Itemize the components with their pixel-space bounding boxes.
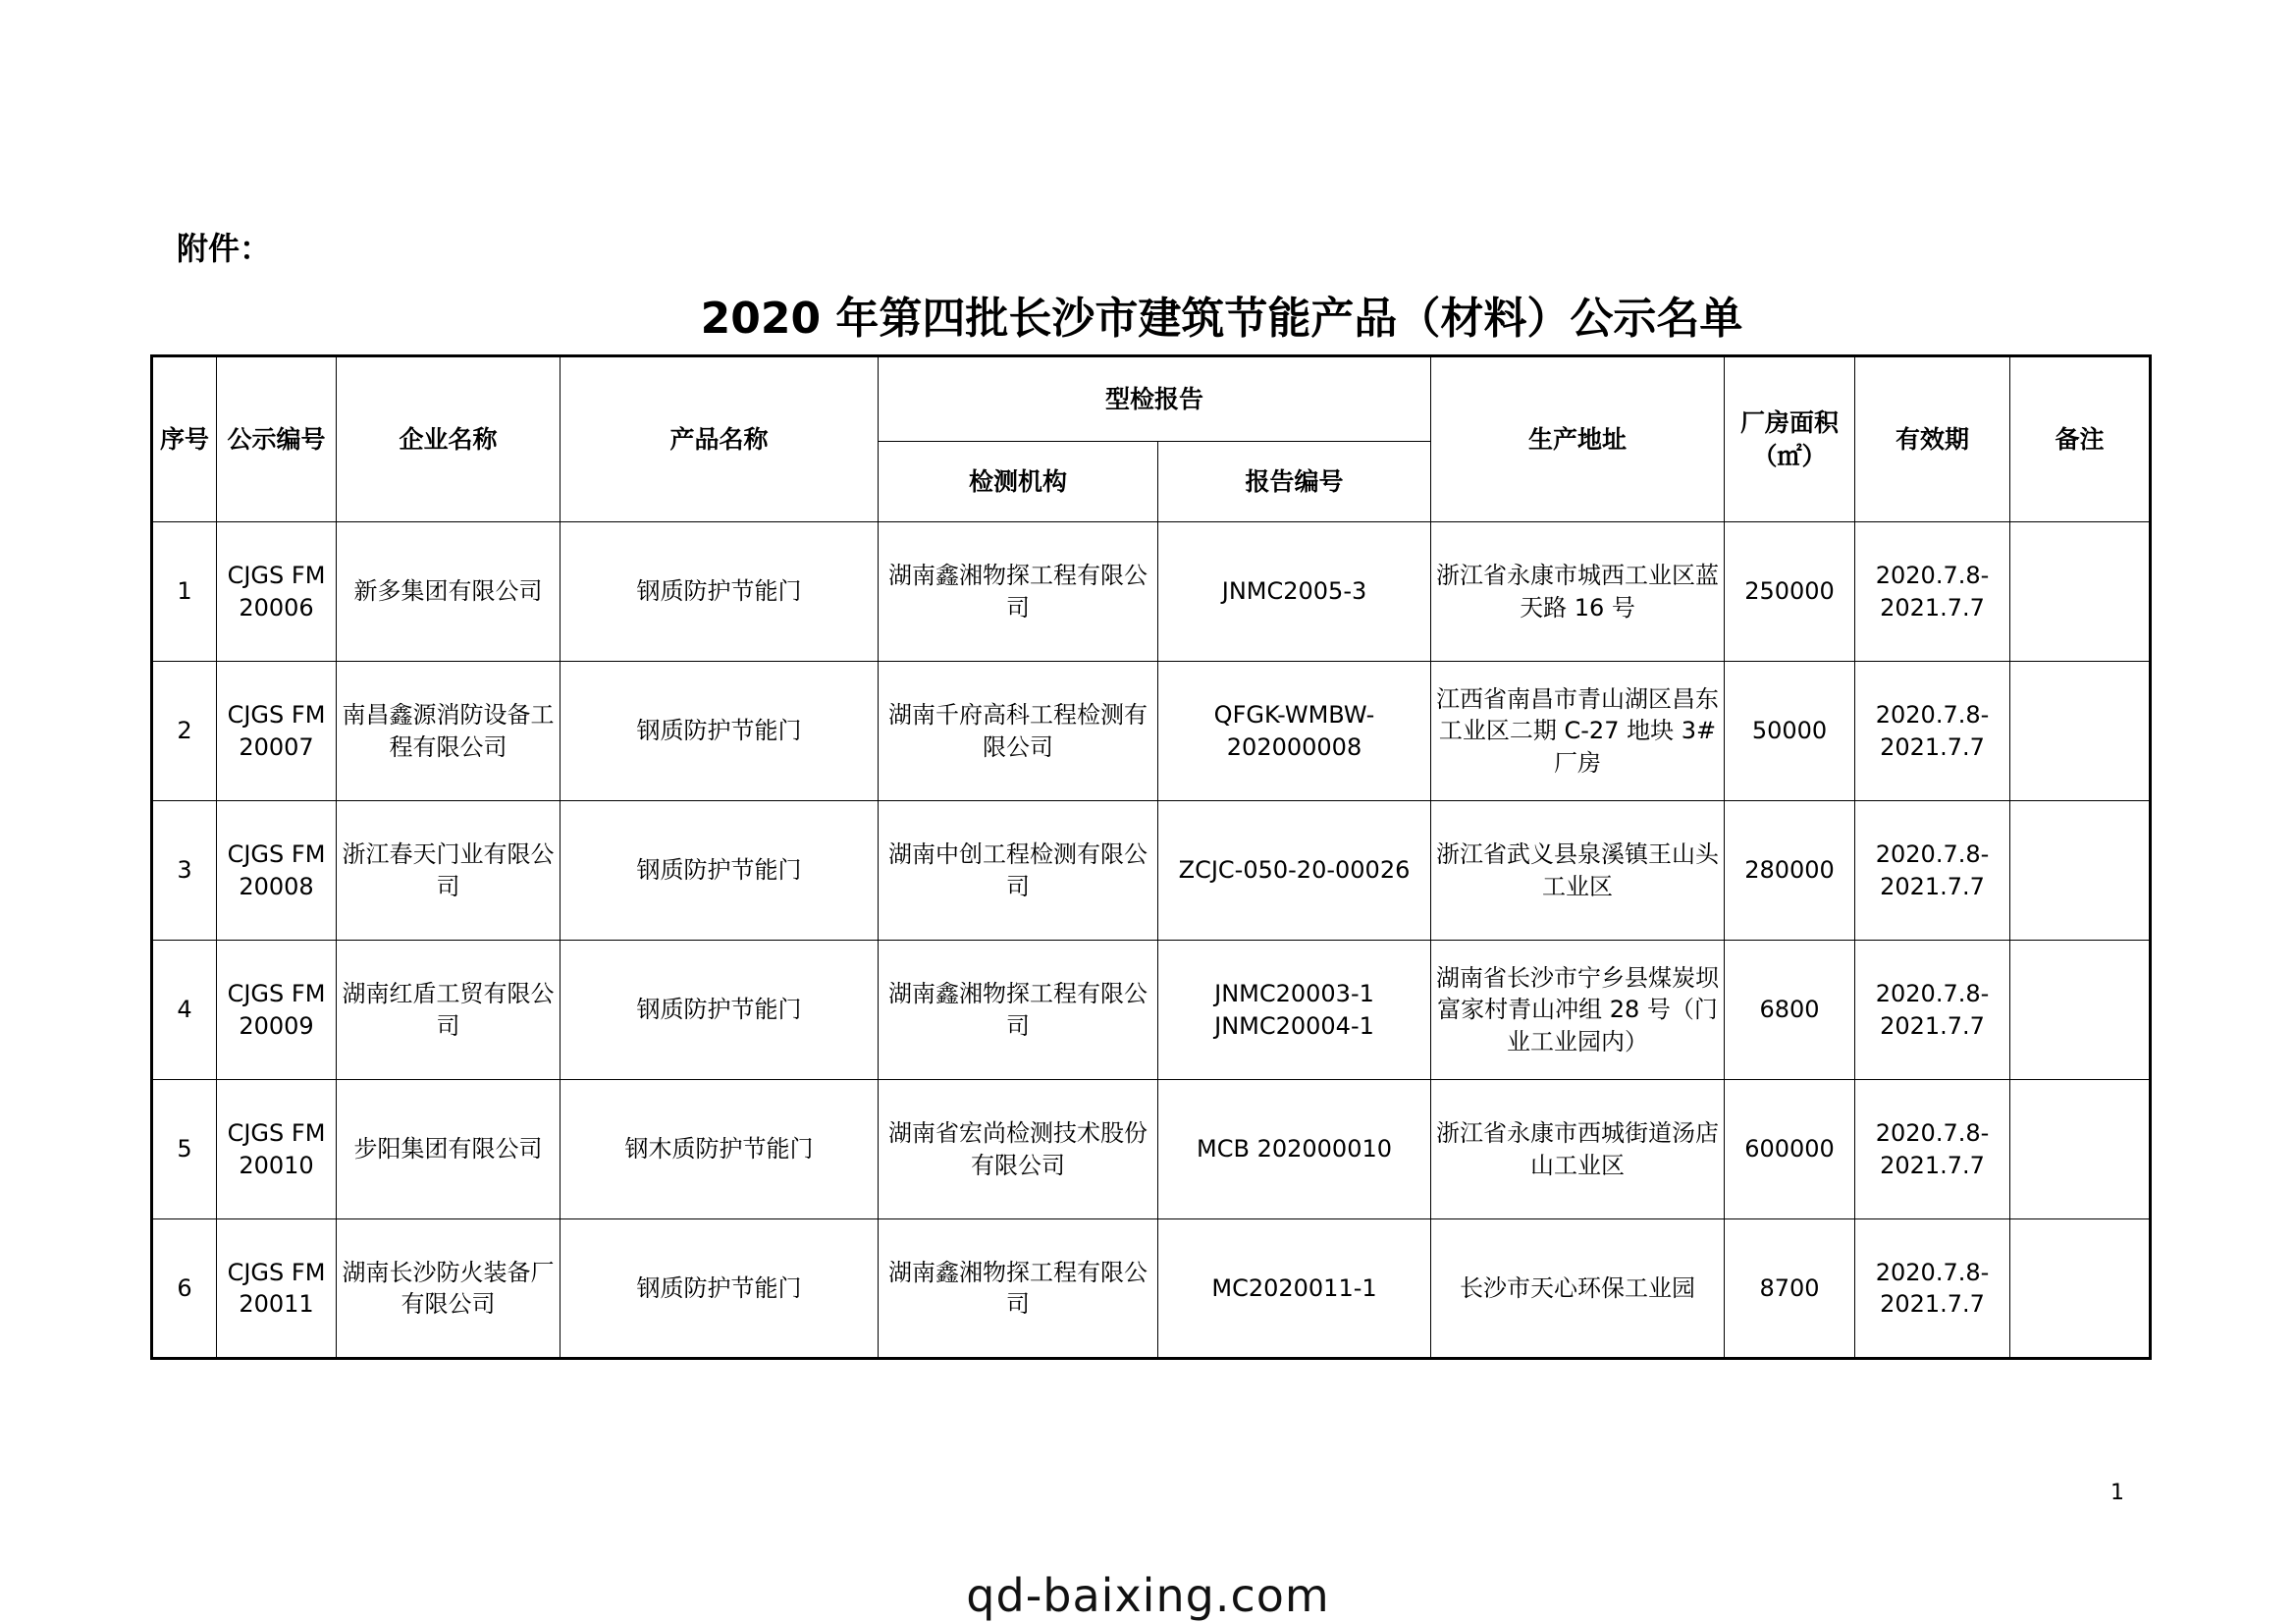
cell-area: 250000 [1725, 522, 1855, 662]
cell-product: 钢质防护节能门 [561, 941, 879, 1080]
cell-seq: 6 [152, 1219, 217, 1359]
header-area: 厂房面积（㎡） [1725, 356, 1855, 522]
cell-notice-no: CJGS FM 20007 [217, 662, 337, 801]
cell-area: 6800 [1725, 941, 1855, 1080]
cell-remarks [2010, 801, 2151, 941]
table-row [152, 1080, 2151, 1219]
cell-test-org: 湖南中创工程检测有限公司 [879, 801, 1158, 941]
header-report-no: 报告编号 [1158, 442, 1431, 522]
cell-notice-no: CJGS FM 20009 [217, 941, 337, 1080]
table-row [152, 522, 2151, 662]
cell-area: 50000 [1725, 662, 1855, 801]
cell-notice-no: CJGS FM 20006 [217, 522, 337, 662]
cell-address: 浙江省永康市西城街道汤店山工业区 [1431, 1080, 1725, 1219]
header-validity: 有效期 [1855, 356, 2010, 522]
cell-product: 钢质防护节能门 [561, 1219, 879, 1359]
cell-report-no: ZCJC-050-20-00026 [1158, 801, 1431, 941]
cell-product: 钢质防护节能门 [561, 522, 879, 662]
cell-validity: 2020.7.8-2021.7.7 [1855, 1219, 2010, 1359]
cell-test-org: 湖南鑫湘物探工程有限公司 [879, 1219, 1158, 1359]
cell-remarks [2010, 941, 2151, 1080]
cell-remarks [2010, 1080, 2151, 1219]
cell-report-no: JNMC2005-3 [1158, 522, 1431, 662]
cell-remarks [2010, 522, 2151, 662]
cell-remarks [2010, 1219, 2151, 1359]
cell-report-no: MC2020011-1 [1158, 1219, 1431, 1359]
cell-test-org: 湖南鑫湘物探工程有限公司 [879, 941, 1158, 1080]
table-row [152, 662, 2151, 801]
cell-test-org: 湖南省宏尚检测技术股份有限公司 [879, 1080, 1158, 1219]
header-product: 产品名称 [561, 356, 879, 522]
cell-area: 8700 [1725, 1219, 1855, 1359]
header-company: 企业名称 [337, 356, 561, 522]
cell-address: 湖南省长沙市宁乡县煤炭坝富家村青山冲组 28 号（门业工业园内） [1431, 941, 1725, 1080]
cell-report-no: QFGK-WMBW-202000008 [1158, 662, 1431, 801]
header-seq: 序号 [152, 356, 217, 522]
cell-test-org: 湖南千府高科工程检测有限公司 [879, 662, 1158, 801]
header-type-report: 型检报告 [879, 356, 1431, 442]
cell-remarks [2010, 662, 2151, 801]
page-title: 2020 年第四批长沙市建筑节能产品（材料）公示名单 [700, 294, 1743, 344]
table-row [152, 801, 2151, 941]
cell-notice-no: CJGS FM 20011 [217, 1219, 337, 1359]
table-header-row [152, 356, 2151, 442]
cell-seq: 1 [152, 522, 217, 662]
cell-validity: 2020.7.8-2021.7.7 [1855, 801, 2010, 941]
cell-company: 南昌鑫源消防设备工程有限公司 [337, 662, 561, 801]
cell-report-no: JNMC20003-1 JNMC20004-1 [1158, 941, 1431, 1080]
cell-address: 江西省南昌市青山湖区昌东工业区二期 C-27 地块 3#厂房 [1431, 662, 1725, 801]
cell-validity: 2020.7.8-2021.7.7 [1855, 1080, 2010, 1219]
cell-address: 长沙市天心环保工业园 [1431, 1219, 1725, 1359]
cell-test-org: 湖南鑫湘物探工程有限公司 [879, 522, 1158, 662]
cell-seq: 2 [152, 662, 217, 801]
product-list-table [150, 354, 2152, 1360]
cell-company: 湖南红盾工贸有限公司 [337, 941, 561, 1080]
cell-company: 浙江春天门业有限公司 [337, 801, 561, 941]
cell-report-no: MCB 202000010 [1158, 1080, 1431, 1219]
cell-seq: 4 [152, 941, 217, 1080]
cell-company: 新多集团有限公司 [337, 522, 561, 662]
cell-address: 浙江省武义县泉溪镇王山头工业区 [1431, 801, 1725, 941]
header-address: 生产地址 [1431, 356, 1725, 522]
cell-product: 钢质防护节能门 [561, 662, 879, 801]
cell-validity: 2020.7.8-2021.7.7 [1855, 662, 2010, 801]
header-test-org: 检测机构 [879, 442, 1158, 522]
table-row [152, 941, 2151, 1080]
watermark-text: qd-baixing.com [966, 1569, 1330, 1622]
cell-notice-no: CJGS FM 20008 [217, 801, 337, 941]
cell-validity: 2020.7.8-2021.7.7 [1855, 941, 2010, 1080]
cell-notice-no: CJGS FM 20010 [217, 1080, 337, 1219]
header-notice-no: 公示编号 [217, 356, 337, 522]
page-number: 1 [2110, 1481, 2124, 1505]
cell-company: 步阳集团有限公司 [337, 1080, 561, 1219]
cell-product: 钢质防护节能门 [561, 801, 879, 941]
cell-area: 280000 [1725, 801, 1855, 941]
cell-address: 浙江省永康市城西工业区蓝天路 16 号 [1431, 522, 1725, 662]
attachment-label: 附件： [177, 230, 272, 267]
cell-company: 湖南长沙防火装备厂有限公司 [337, 1219, 561, 1359]
cell-product: 钢木质防护节能门 [561, 1080, 879, 1219]
table-row [152, 1219, 2151, 1359]
cell-seq: 3 [152, 801, 217, 941]
cell-area: 600000 [1725, 1080, 1855, 1219]
header-remarks: 备注 [2010, 356, 2151, 522]
cell-seq: 5 [152, 1080, 217, 1219]
cell-validity: 2020.7.8-2021.7.7 [1855, 522, 2010, 662]
